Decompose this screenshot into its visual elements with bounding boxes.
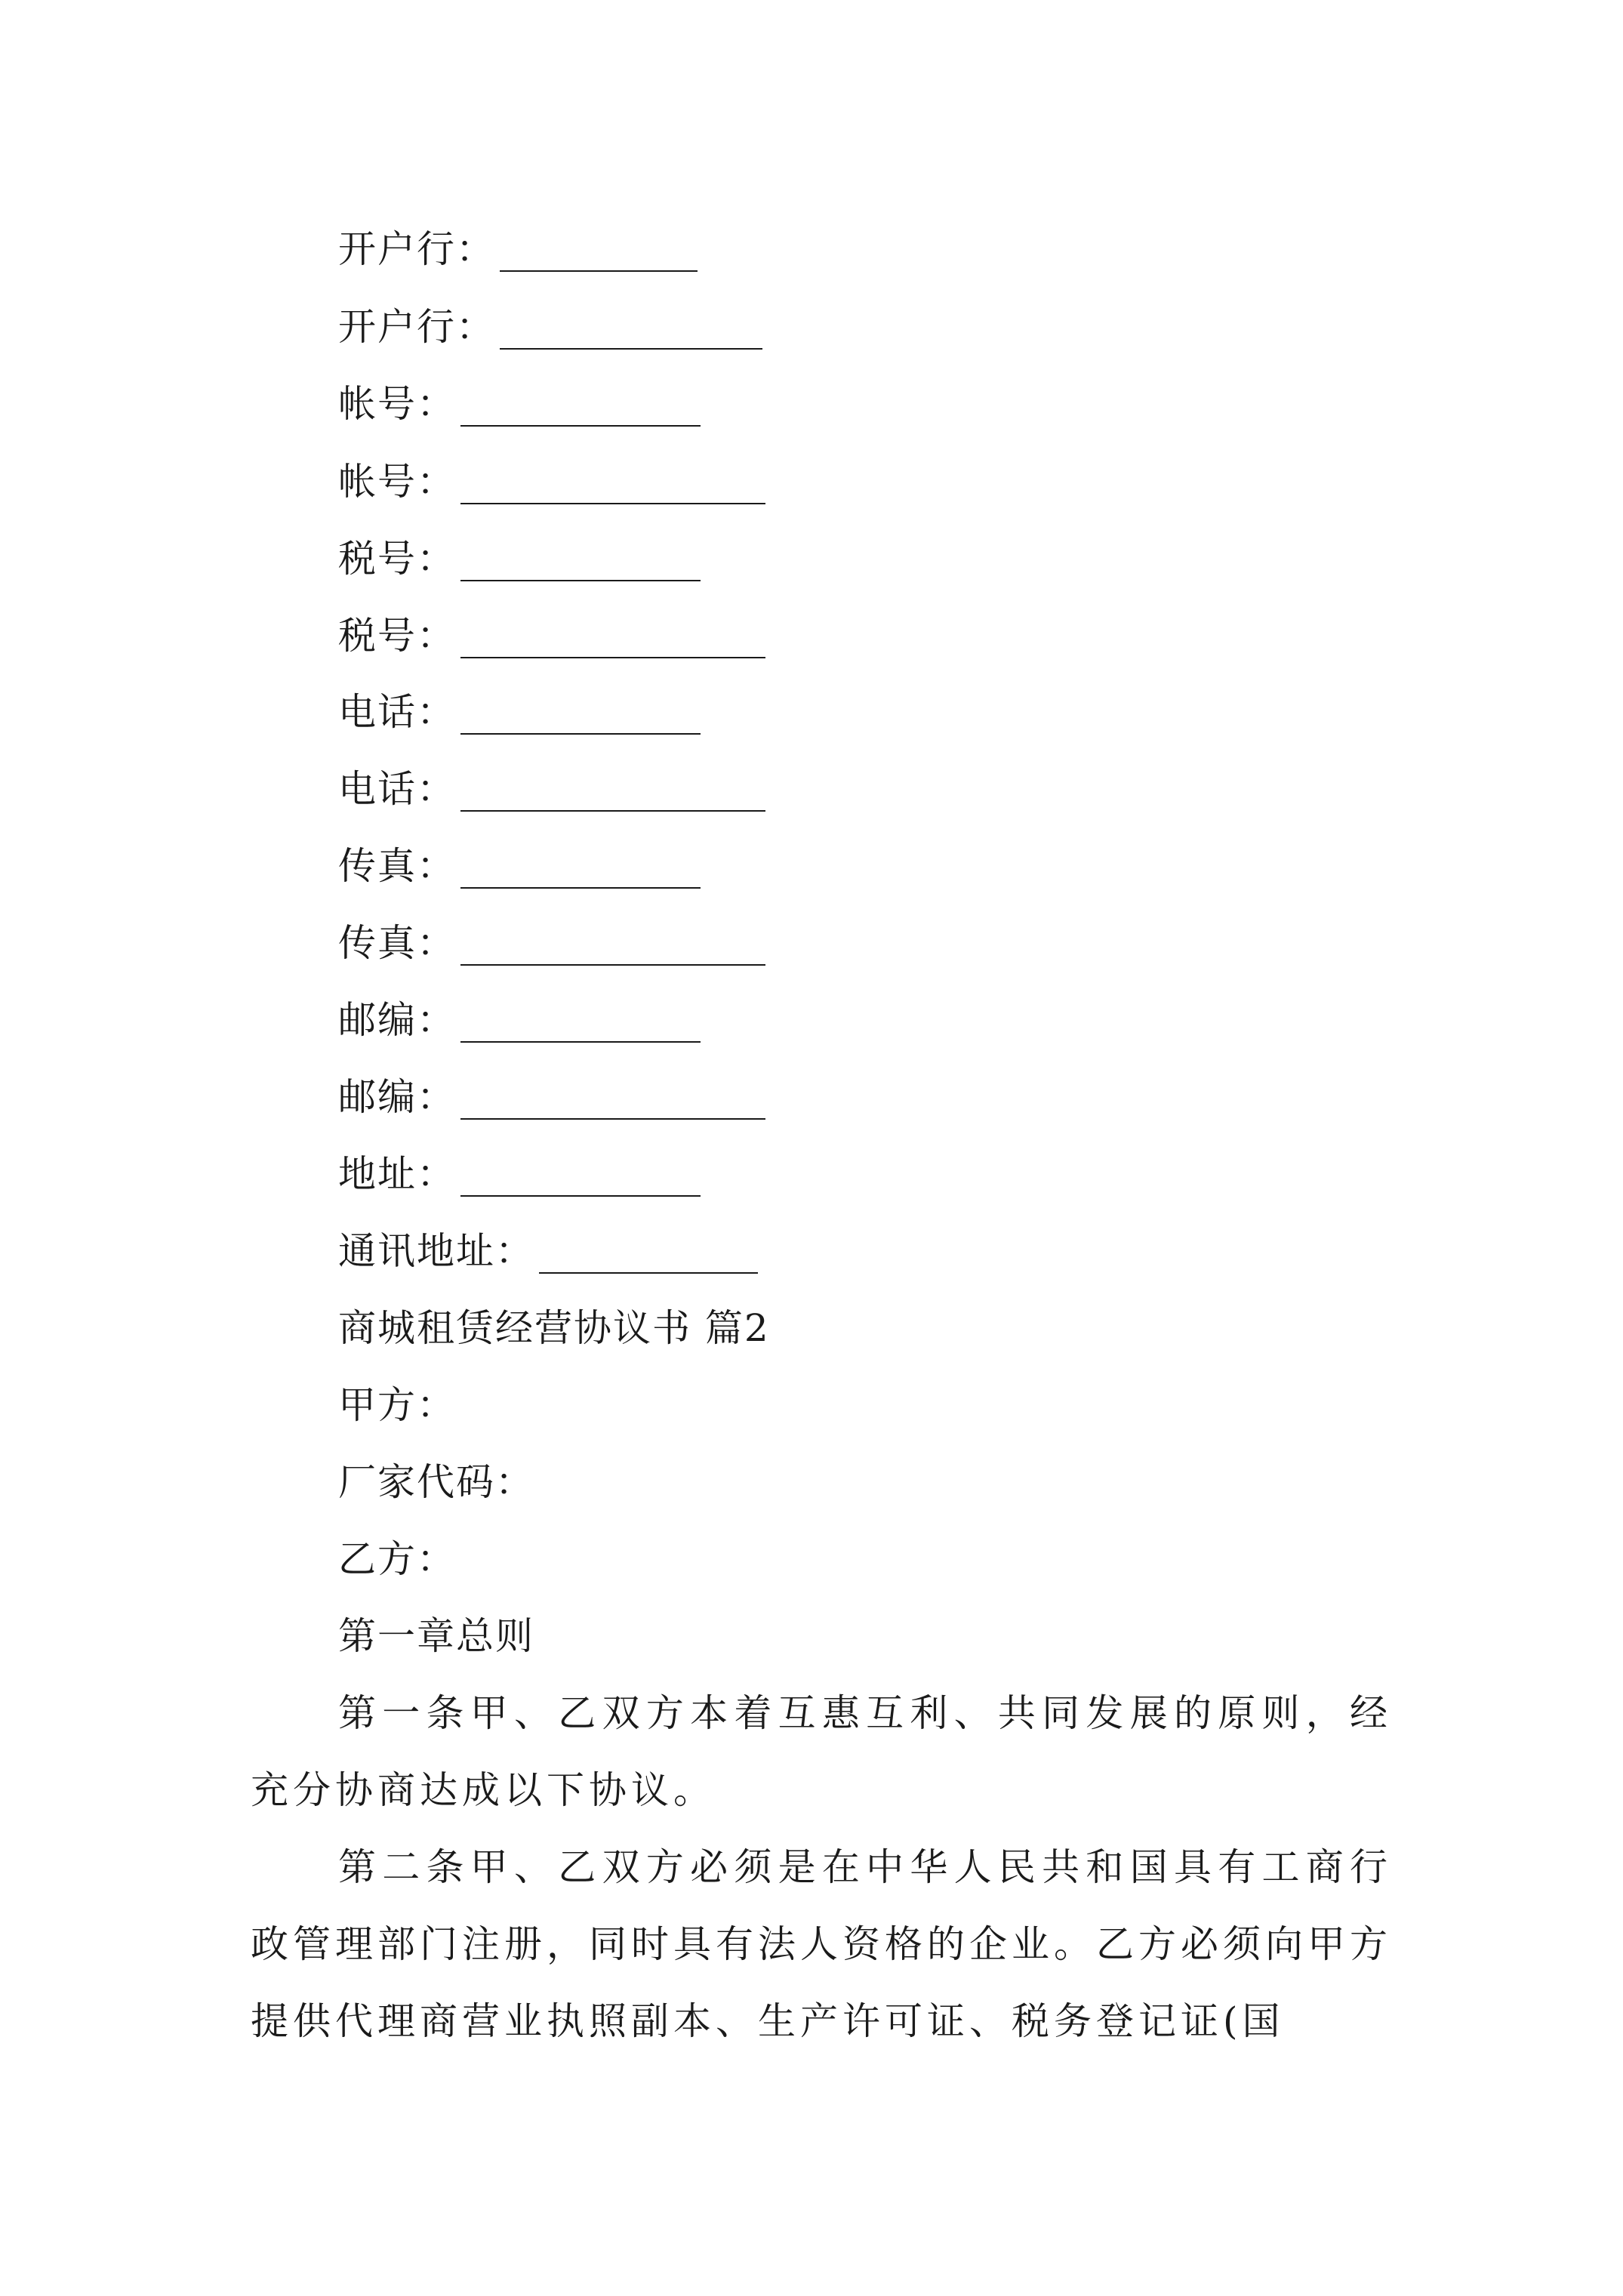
fill-in-blank — [460, 700, 701, 735]
field-label: 税号： — [338, 537, 456, 581]
fill-in-blank — [460, 1162, 701, 1197]
article-1-paragraph: 第一条甲、乙双方本着互惠互利、共同发展的原则，经充分协商达成以下协议。 — [251, 1691, 1392, 1812]
field-label: 开户行： — [338, 305, 495, 349]
form-field-phone — [338, 689, 701, 735]
fill-in-blank — [460, 547, 701, 581]
form-field-phone — [338, 766, 765, 812]
field-label: 地址： — [338, 1152, 456, 1196]
form-field-tax-number — [338, 613, 765, 658]
field-label: 通讯地址： — [338, 1229, 534, 1273]
fill-in-blank — [460, 392, 701, 427]
field-label: 税号： — [338, 614, 456, 658]
field-label: 传真： — [338, 844, 456, 888]
section-heading: 商城租赁经营协议书 篇2 — [338, 1306, 770, 1350]
field-label: 电话： — [338, 690, 456, 734]
fill-in-blank — [460, 931, 765, 966]
field-label: 邮编： — [338, 1075, 456, 1119]
form-field-postcode — [338, 1074, 765, 1120]
party-b-label: 乙方： — [338, 1537, 456, 1581]
form-field-bank — [338, 304, 762, 350]
form-field-address — [338, 1151, 701, 1197]
field-label: 电话： — [338, 767, 456, 811]
field-label: 邮编： — [338, 998, 456, 1042]
chapter-title: 第一章总则 — [338, 1614, 534, 1658]
form-field-account — [338, 381, 701, 427]
form-field-fax — [338, 920, 765, 966]
form-field-postcode — [338, 997, 701, 1043]
party-a-label: 甲方： — [338, 1383, 456, 1427]
fill-in-blank — [460, 1008, 701, 1043]
manufacturer-code-label: 厂家代码： — [338, 1460, 534, 1504]
fill-in-blank — [500, 315, 762, 350]
field-label: 帐号： — [338, 382, 456, 426]
form-field-account — [338, 459, 765, 504]
field-label: 传真： — [338, 921, 456, 965]
fill-in-blank — [539, 1239, 758, 1274]
form-field-fax — [338, 843, 701, 889]
form-field-mailing-address — [338, 1228, 758, 1274]
fill-in-blank — [460, 777, 765, 812]
article-2-paragraph: 第二条甲、乙双方必须是在中华人民共和国具有工商行政管理部门注册，同时具有法人资格的企业。乙方必须向甲方提供代理商营业执照副本、生产许可证、税务登记证(国 — [251, 1845, 1392, 2043]
form-field-tax-number — [338, 536, 701, 581]
fill-in-blank — [460, 1085, 765, 1120]
field-label: 帐号： — [338, 460, 456, 504]
fill-in-blank — [500, 237, 698, 272]
field-label: 开户行： — [338, 227, 495, 271]
form-field-bank — [338, 227, 698, 272]
fill-in-blank — [460, 854, 701, 889]
fill-in-blank — [460, 470, 765, 504]
fill-in-blank — [460, 624, 765, 658]
